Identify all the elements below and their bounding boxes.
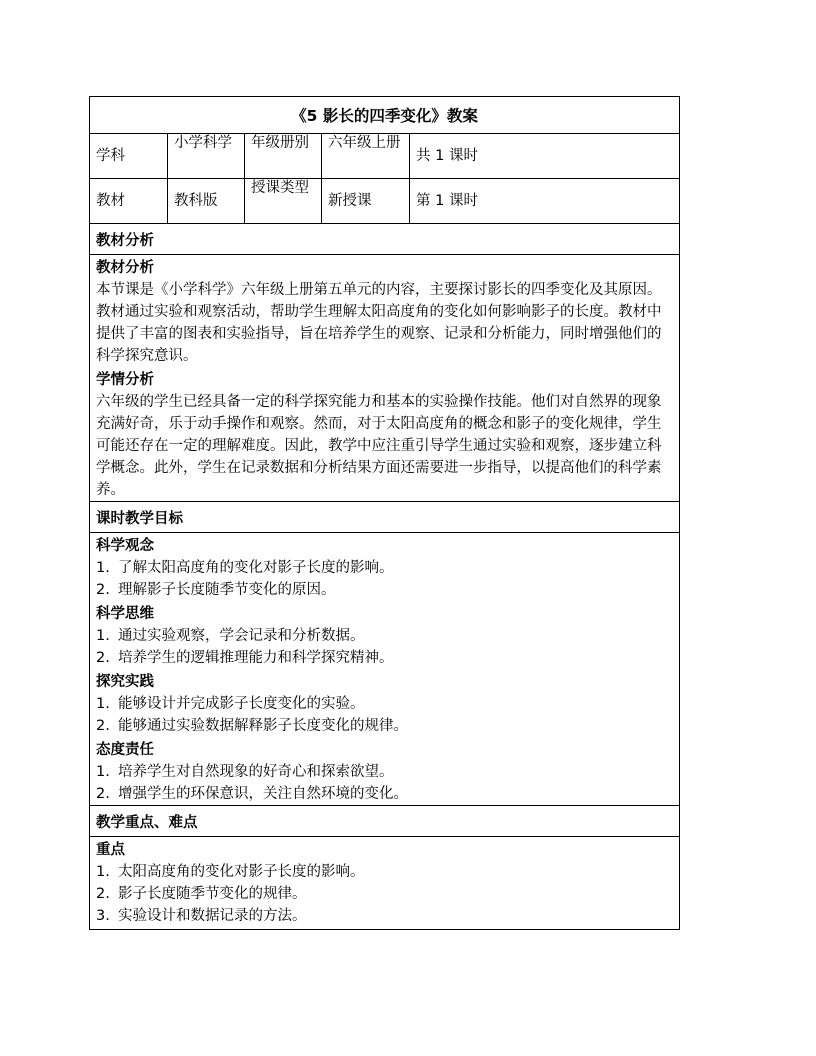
goal-group-title: 科学思维: [96, 606, 154, 622]
list-item: [96, 883, 673, 905]
lesson-number: 第 1 课时: [410, 179, 680, 224]
keypoints-heading: 教学重点、难点: [90, 806, 680, 837]
list-text: 了解太阳高度角的变化对影子长度的影响。: [118, 560, 394, 576]
analysis-section: [90, 255, 680, 502]
list-item: [96, 715, 673, 737]
student-analysis-text: 六年级的学生已经具备一定的科学探究能力和基本的实验操作技能。他们对自然界的现象充满好奇，乐于动手操作和观察。然而，对于太阳高度角的概念和影子的变化规律，学生可能还存在一定的理解难度。因此，教学中应注重引导学生通过实验和观察，逐步建立科学概念。此外，学生在记录数据和分析结果方面还需要进一步指导，以提高他们的科学素养。: [96, 394, 662, 498]
grade-value: 六年级上册: [322, 134, 410, 179]
keypoints-subtitle: 重点: [96, 842, 125, 858]
analysis-heading: 教材分析: [90, 224, 680, 255]
list-item: [96, 861, 673, 883]
document-title: 《5 影长的四季变化》教案: [90, 97, 680, 134]
list-item: [96, 693, 673, 715]
lesson-type-label: 授课类型: [245, 179, 322, 224]
lesson-type-value: 新授课: [322, 179, 410, 224]
total-hours: 共 1 课时: [410, 134, 680, 179]
subject-label: 学科: [90, 134, 168, 179]
list-item: [96, 647, 673, 669]
list-number: 3.: [96, 908, 110, 924]
grade-label: 年级册别: [245, 134, 322, 179]
meta-row-2: [90, 179, 680, 224]
list-item: [96, 905, 673, 927]
list-text: 影子长度随季节变化的规律。: [118, 886, 307, 902]
list-number: 1.: [96, 696, 110, 712]
list-item: [96, 557, 673, 579]
goal-group-title: 态度责任: [96, 742, 154, 758]
lesson-plan-page: [89, 96, 679, 930]
list-item: [96, 761, 673, 783]
list-text: 增强学生的环保意识，关注自然环境的变化。: [118, 786, 408, 802]
meta-row-1: [90, 134, 680, 179]
list-number: 1.: [96, 560, 110, 576]
textbook-label: 教材: [90, 179, 168, 224]
list-number: 2.: [96, 786, 110, 802]
goal-group-title: 科学观念: [96, 538, 154, 554]
list-number: 2.: [96, 886, 110, 902]
list-text: 实验设计和数据记录的方法。: [118, 908, 307, 924]
keypoints-section: [90, 837, 680, 930]
goal-group-title: 探究实践: [96, 674, 154, 690]
list-text: 培养学生的逻辑推理能力和科学探究精神。: [118, 650, 394, 666]
list-number: 1.: [96, 864, 110, 880]
subject-value: 小学科学: [168, 134, 245, 179]
lesson-plan-table: [89, 96, 680, 930]
list-item: [96, 625, 673, 647]
goals-heading: 课时教学目标: [90, 502, 680, 533]
list-number: 1.: [96, 764, 110, 780]
goals-section: [90, 533, 680, 806]
list-number: 1.: [96, 628, 110, 644]
list-text: 能够通过实验数据解释影子长度变化的规律。: [118, 718, 408, 734]
list-text: 太阳高度角的变化对影子长度的影响。: [118, 864, 365, 880]
list-number: 2.: [96, 650, 110, 666]
list-text: 能够设计并完成影子长度变化的实验。: [118, 696, 365, 712]
list-text: 理解影子长度随季节变化的原因。: [118, 582, 336, 598]
list-number: 2.: [96, 582, 110, 598]
textbook-analysis-text: 本节课是《小学科学》六年级上册第五单元的内容，主要探讨影长的四季变化及其原因。教材通过实验和观察活动，帮助学生理解太阳高度角的变化如何影响影子的长度。教材中提供了丰富的图表和实验指导，旨在培养学生的观察、记录和分析能力，同时增强他们的科学探究意识。: [96, 282, 662, 364]
list-item: [96, 783, 673, 805]
list-text: 培养学生对自然现象的好奇心和探索欲望。: [118, 764, 394, 780]
list-number: 2.: [96, 718, 110, 734]
list-item: [96, 579, 673, 601]
textbook-analysis-title: 教材分析: [96, 260, 154, 276]
textbook-value: 教科版: [168, 179, 245, 224]
list-text: 通过实验观察，学会记录和分析数据。: [118, 628, 365, 644]
student-analysis-title: 学情分析: [96, 372, 154, 388]
